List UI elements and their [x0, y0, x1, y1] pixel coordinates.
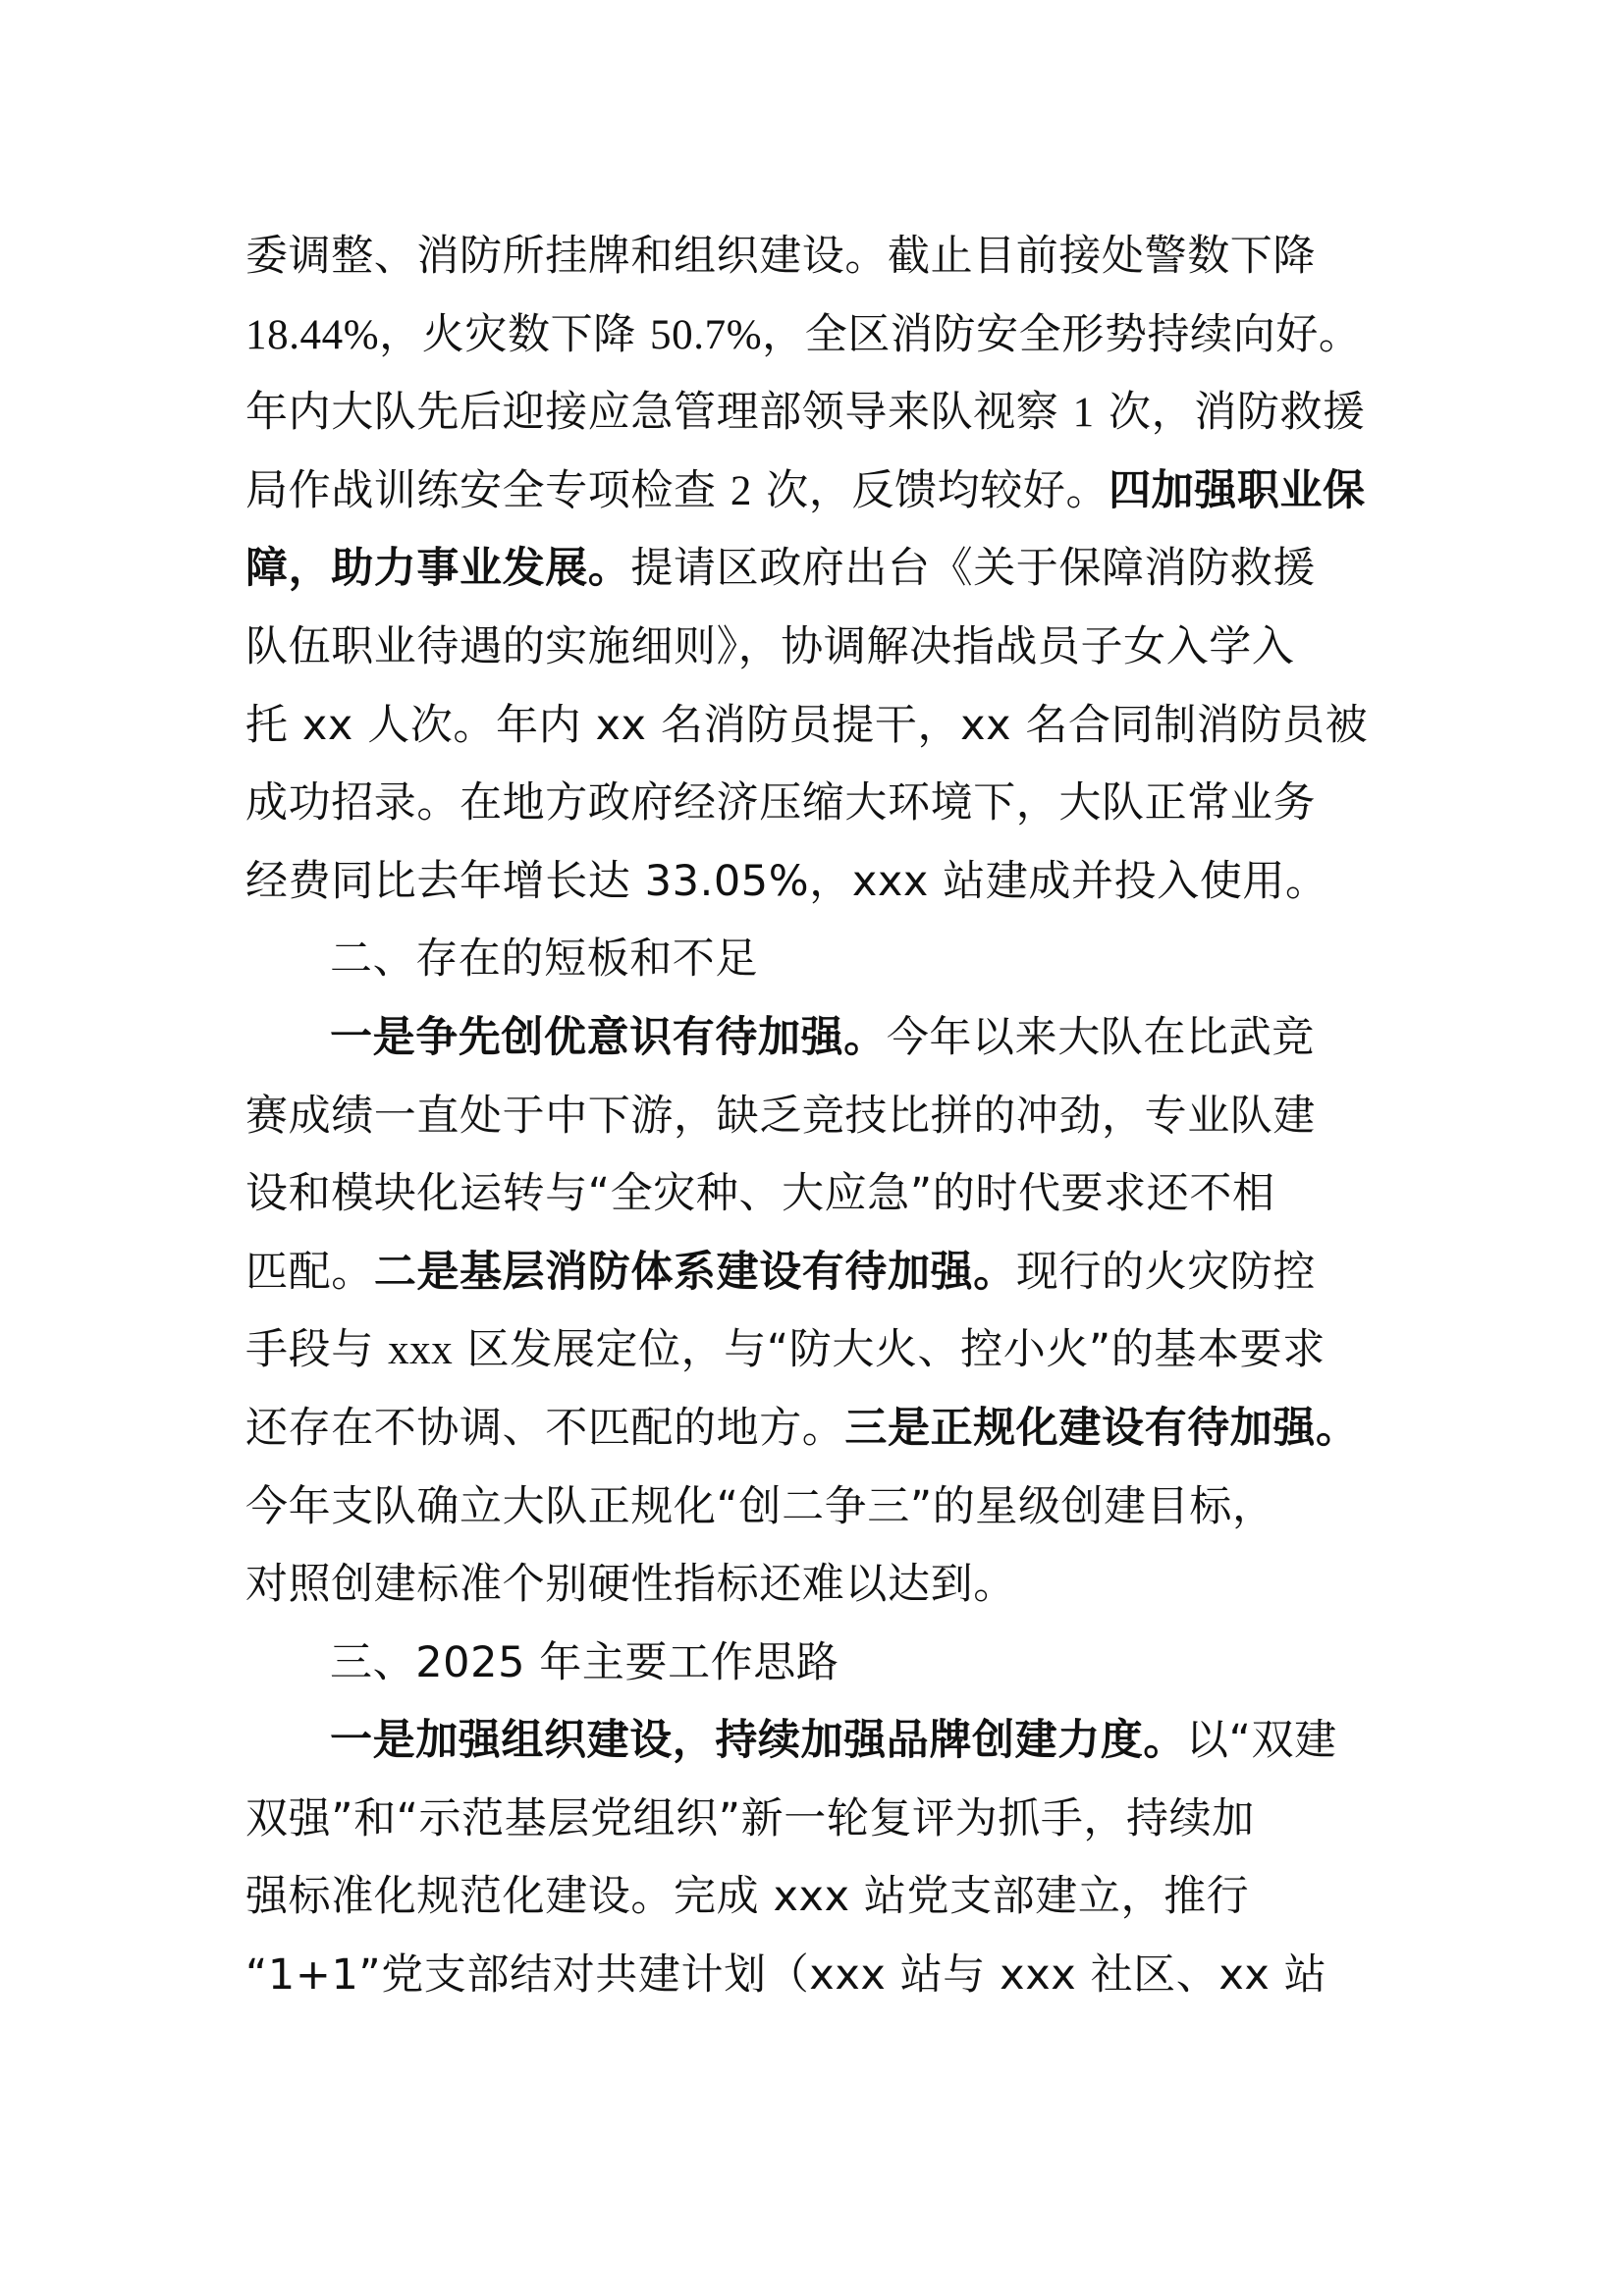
body-text-segment: 2: [730, 467, 752, 514]
body-text-segment: ，火灾数下降: [379, 309, 651, 359]
bold-heading-text: 一是争先创优意识有待加强。: [330, 1012, 887, 1062]
body-text-segment: 强标准化规范化建设。完成 xxx 站党支部建立，推行: [245, 1872, 1250, 1922]
body-text-segment: 对照创建标准个别硬性指标还难以达到。: [245, 1560, 1016, 1610]
body-text-segment: ，全区消防安全形势持续向好。: [762, 309, 1362, 359]
paragraph-start-line: [245, 921, 1384, 999]
body-text-segment: 以“双建: [1186, 1716, 1337, 1766]
body-text-segment: 匹配。: [245, 1247, 374, 1297]
body-text-segment: 委调整、消防所挂牌和组织建设。截止目前接处警数下降: [245, 232, 1316, 281]
body-text-segment: 三、2025 年主要工作思路: [330, 1637, 839, 1687]
paragraph-start-line: [245, 1702, 1384, 1781]
body-text-segment: 50.7%: [650, 311, 763, 358]
text-line: [245, 218, 1384, 296]
body-text-segment: 区发展定位，与“防大火、控小火”的基本要求: [453, 1325, 1325, 1375]
body-text-segment: 18.44%: [245, 311, 380, 358]
text-line: [245, 530, 1384, 609]
text-line: [245, 843, 1384, 922]
text-line: [245, 1234, 1384, 1312]
text-line: [245, 374, 1384, 453]
text-line: [245, 1858, 1384, 1937]
body-text-segment: 托 xx 人次。年内 xx 名消防员提干，xx 名合同制消防员被: [245, 700, 1369, 750]
body-text-segment: 赛成绩一直处于中下游，缺乏竞技比拼的冲劲，专业队建: [245, 1091, 1316, 1141]
text-line: [245, 1078, 1384, 1156]
text-line: [245, 1390, 1384, 1468]
body-text-segment: 提请区政府出台《关于保障消防救援: [630, 544, 1317, 594]
text-line: [245, 1781, 1384, 1859]
body-text-segment: 二、存在的短板和不足: [330, 934, 758, 985]
body-text-segment: 1: [1072, 390, 1095, 437]
text-line: [245, 1155, 1384, 1234]
body-text-segment: 现行的火灾防控: [1015, 1247, 1317, 1297]
body-text-segment: 局作战训练安全专项检查: [245, 465, 730, 515]
body-text-segment: 今年支队确立大队正规化“创二争三”的星级创建目标，: [245, 1481, 1275, 1531]
text-line: [245, 453, 1384, 531]
body-text-segment: “1+1”党支部结对共建计划（xxx 站与 xxx 社区、xx 站: [245, 1950, 1327, 2001]
bold-heading-text: 障，助力事业发展。: [245, 544, 631, 594]
text-line: [245, 296, 1384, 375]
body-text-segment: 今年以来大队在比武竞: [886, 1012, 1315, 1062]
text-line: [245, 609, 1384, 687]
bold-heading-text: 四加强职业保: [1109, 465, 1366, 515]
text-line: [245, 765, 1384, 843]
text-line: [245, 687, 1384, 766]
body-text-segment: 手段与: [245, 1325, 389, 1375]
body-text-segment: 次，反馈均较好。: [751, 465, 1109, 515]
document-body: [245, 218, 1384, 2015]
body-text-segment: 年内大队先后迎接应急管理部领导来队视察: [245, 388, 1073, 438]
body-text-segment: xxx: [388, 1327, 454, 1374]
text-line: [245, 1937, 1384, 2015]
text-line: [245, 1546, 1384, 1625]
body-text-segment: 设和模块化运转与“全灾种、大应急”的时代要求还不相: [245, 1169, 1275, 1219]
body-text-segment: 经费同比去年增长达 33.05%，xxx 站建成并投入使用。: [245, 856, 1328, 906]
bold-heading-text: 二是基层消防体系建设有待加强。: [373, 1247, 1016, 1297]
body-text-segment: 队伍职业待遇的实施细则》，协调解决指战员子女入学入: [245, 621, 1295, 671]
paragraph-start-line: [245, 999, 1384, 1078]
text-line: [245, 1468, 1384, 1547]
body-text-segment: 双强”和“示范基层党组织”新一轮复评为抓手，持续加: [245, 1793, 1255, 1843]
body-text-segment: 次，消防救援: [1094, 388, 1366, 438]
bold-heading-text: 三是正规化建设有待加强。: [844, 1403, 1359, 1453]
paragraph-start-line: [245, 1625, 1384, 1703]
bold-heading-text: 一是加强组织建设，持续加强品牌创建力度。: [330, 1716, 1186, 1766]
body-text-segment: 还存在不协调、不匹配的地方。: [245, 1403, 845, 1453]
body-text-segment: 成功招录。在地方政府经济压缩大环境下，大队正常业务: [245, 778, 1316, 828]
text-line: [245, 1311, 1384, 1390]
